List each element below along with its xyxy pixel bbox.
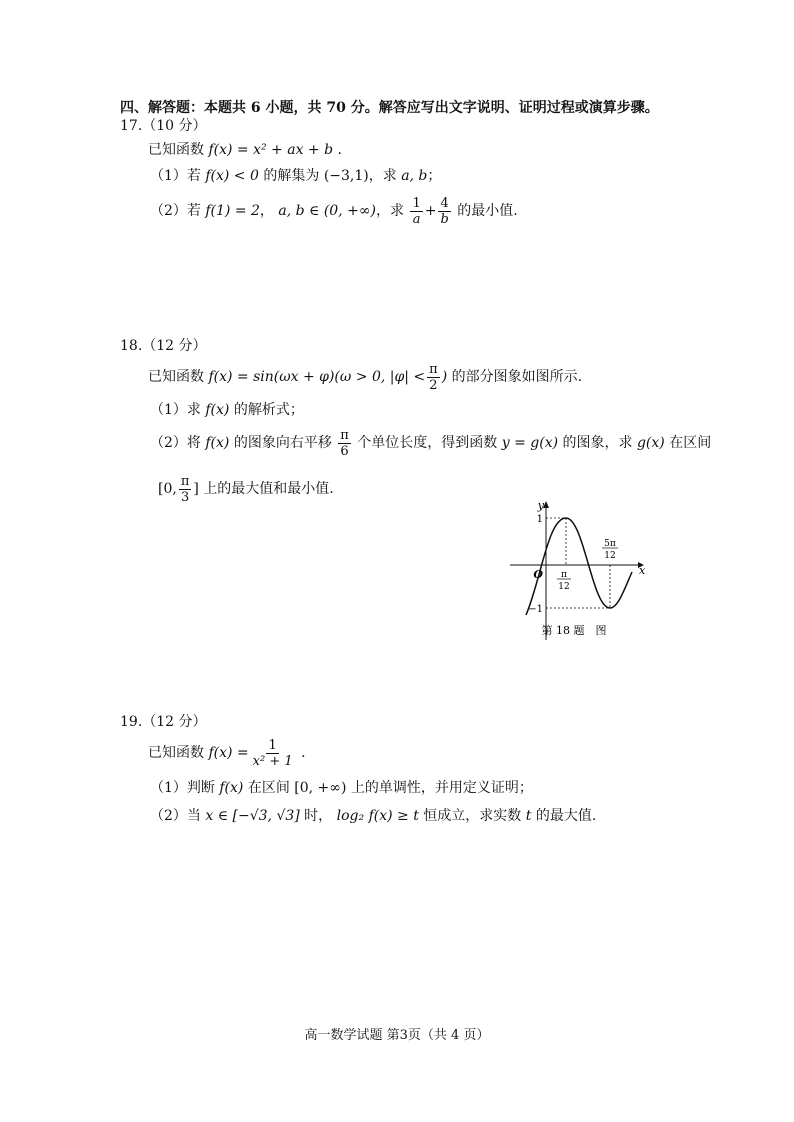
- q18-part2-continued: [158, 472, 334, 506]
- figure-caption: 第 18 题 图: [541, 624, 607, 637]
- q18-p1-end: 的解析式；: [229, 402, 304, 418]
- q19-stem-end: .: [296, 745, 306, 761]
- q19-number: 19.（12 分）: [120, 714, 207, 730]
- q18-stem-fraction: [427, 362, 440, 393]
- q18-p2-tail: 上的最大值和最小值.: [198, 481, 334, 497]
- q19-p2-prefix: （2）当: [150, 808, 206, 824]
- q18-p2-prefix: （2）将: [150, 435, 206, 451]
- q19-stem-frac-denominator: x² + 1: [252, 753, 293, 769]
- q17-part2: [150, 194, 518, 228]
- q17-p1-mid: 的解集为: [258, 168, 324, 184]
- x-tick1-numerator: π: [561, 570, 567, 580]
- q18-interval-open: [0,: [158, 481, 177, 497]
- x-axis-label: x: [639, 564, 646, 577]
- q17-p1-formula: f(x) < 0: [205, 168, 259, 184]
- q17-frac2-denominator: b: [440, 211, 449, 227]
- q18-stem-prefix: 已知函数: [148, 369, 209, 385]
- q18-stem-close: ): [441, 369, 448, 385]
- q17-frac2-numerator: 4: [440, 195, 449, 211]
- q18-stem-frac-numerator: π: [429, 361, 438, 377]
- q18-p2-frac-denominator: 6: [340, 443, 349, 459]
- q18-stem-formula: f(x) = sin(ωx + φ)(ω > 0, |φ| <: [208, 369, 426, 385]
- q19-p2-end: 的最大值.: [531, 808, 597, 824]
- q18-p2-fraction: [338, 428, 351, 459]
- q17-p1-mid2: ，求: [368, 168, 402, 184]
- origin-label: O: [533, 568, 543, 581]
- q19-stem: [148, 736, 306, 770]
- q19-p2-var: t: [525, 808, 532, 824]
- y-tick-top: 1: [536, 514, 543, 525]
- q18-part1: [150, 400, 304, 420]
- q18-interval-fraction: [179, 474, 192, 505]
- q19-part1: [150, 778, 533, 798]
- q17-number: 17.（10 分）: [120, 118, 207, 134]
- q18-p2-g: g(x): [636, 435, 665, 451]
- q18-interval-close: ]: [193, 481, 199, 497]
- q18-part2: [150, 426, 711, 460]
- q19-p2-mid2: 恒成立，求实数: [418, 808, 526, 824]
- x-tick1-denominator: 12: [558, 582, 570, 592]
- q19-p2-cond: x ∈ [−√3, √3]: [205, 808, 300, 824]
- q17-p1-prefix: （1）若: [150, 168, 206, 184]
- q19-stem-fraction: [251, 738, 295, 769]
- q19-p2-mid: 时，: [299, 808, 337, 824]
- q17-p2-mid2: ，求: [375, 203, 409, 219]
- q17-plus: +: [424, 203, 437, 219]
- sine-curve: [526, 518, 632, 615]
- q19-p1-mid: 在区间: [243, 780, 295, 796]
- q18-stem-end: 的部分图象如图所示.: [447, 369, 583, 385]
- q18-p2-func: y = g(x): [501, 435, 559, 451]
- q19-p1-interval: [0, +∞): [294, 780, 347, 796]
- q19-p1-end: 上的单调性，并用定义证明；: [346, 780, 533, 796]
- q17-fraction-1: [410, 196, 422, 227]
- q18-sine-figure: [506, 498, 666, 643]
- q18-p2-frac-numerator: π: [340, 427, 349, 443]
- q17-frac1-denominator: a: [412, 211, 421, 227]
- q19-stem-prefix: 已知函数: [148, 745, 209, 761]
- q17-p2-formula: f(1) = 2: [205, 203, 260, 219]
- q17-stem-prefix: 已知函数: [148, 142, 209, 158]
- q18-interval-frac-denominator: 3: [180, 489, 190, 505]
- q19-p2-ineq: log₂ f(x) ≥ t: [336, 808, 419, 824]
- q17-stem: [148, 140, 342, 160]
- y-axis-label: y: [537, 499, 544, 512]
- q18-p2-mid: 的图象向右平移: [229, 435, 337, 451]
- q18-p2-mid2: 个单位长度，得到函数: [352, 435, 502, 451]
- q17-stem-end: .: [333, 142, 342, 158]
- q17-p1-vars: a, b: [401, 168, 428, 184]
- q19-part2: [150, 806, 596, 826]
- q18-p1-prefix: （1）求: [150, 402, 206, 418]
- x-tick2-numerator: 5π: [604, 539, 616, 549]
- q17-p2-cond: a, b ∈ (0, +∞): [278, 203, 376, 219]
- q17-p2-prefix: （2）若: [150, 203, 206, 219]
- section-heading: 四、解答题：本题共 6 小题，共 70 分。解答应写出文字说明、证明过程或演算步骤。: [120, 100, 659, 116]
- q18-stem: [148, 360, 582, 394]
- q19-p1-formula: f(x): [219, 780, 244, 796]
- q17-p1-end: ；: [427, 168, 442, 184]
- q18-p2-formula: f(x): [205, 435, 230, 451]
- q19-p1-prefix: （1）判断: [150, 780, 220, 796]
- x-tick2-denominator: 12: [604, 551, 616, 561]
- q17-frac1-numerator: 1: [412, 195, 421, 211]
- q17-fraction-2: [438, 196, 450, 227]
- q17-stem-formula: f(x) = x² + ax + b: [208, 142, 334, 158]
- q18-p1-formula: f(x): [205, 402, 230, 418]
- q17-p1-set: (−3,1): [323, 168, 369, 184]
- q17-p2-end: 的最小值.: [452, 203, 518, 219]
- q17-p2-mid: ，: [259, 203, 279, 219]
- q18-p2-end: 在区间: [664, 435, 712, 451]
- q18-p2-mid3: 的图象，求: [558, 435, 637, 451]
- q19-stem-frac-numerator: 1: [268, 737, 277, 753]
- q18-stem-frac-denominator: 2: [429, 377, 438, 393]
- q18-number: 18.（12 分）: [120, 338, 207, 354]
- q19-stem-formula: f(x) =: [208, 745, 249, 761]
- y-tick-bottom: −1: [528, 604, 543, 615]
- page-footer: 高一数学试题 第3页（共 4 页）: [304, 1028, 490, 1043]
- q18-interval-frac-numerator: π: [180, 473, 190, 489]
- q17-part1: [150, 166, 441, 186]
